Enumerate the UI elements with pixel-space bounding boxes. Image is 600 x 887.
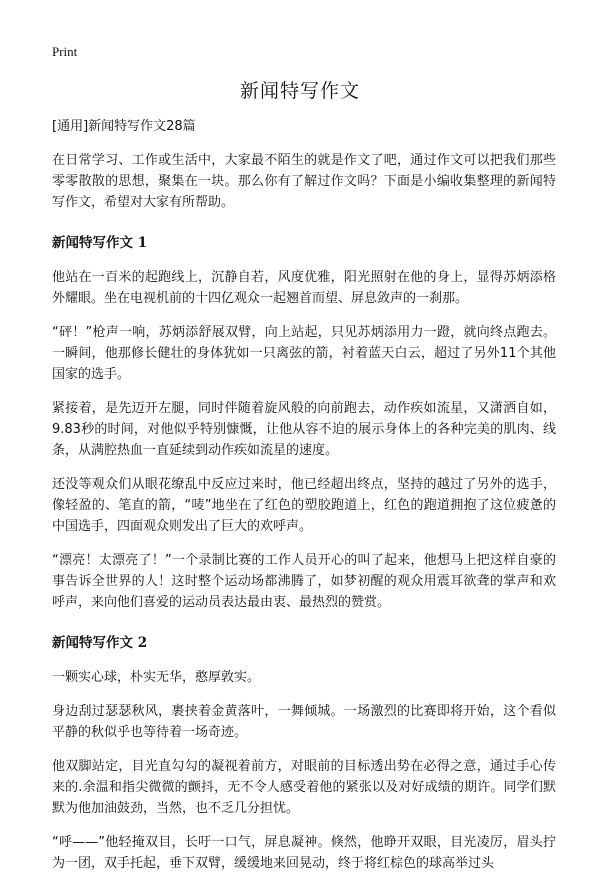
intro-paragraph: 在日常学习、工作或生活中，大家最不陌生的就是作文了吧，通过作文可以把我们那些零零散散的思想，聚集在一块。那么你有了解过作文吗？下面是小编收集整理的新闻特写作文，希望对大家有所帮助。 [52,153,556,210]
paragraph: “漂亮！太漂亮了！”一个录制比赛的工作人员开心的叫了起来，他想马上把这样自豪的事告诉全世界的人！这时整个运动场都沸腾了，如梦初醒的观众用震耳欲聋的掌声和欢呼声，来向他们喜爱的运动员表达最由衷、最热烈的赞赏。 [52,553,556,610]
paragraph: 还没等观众们从眼花缭乱中反应过来时，他已经超出终点，坚持的越过了另外的选手，像轻盈的、笔直的箭，“唛”地坐在了红色的塑胶跑道上，红色的跑道拥抱了这位疲惫的中国选手，四面观众则发出了巨大的欢呼声。 [52,477,556,534]
paragraph: 他站在一百米的起跑线上，沉静自若，风度优雅，阳光照射在他的身上，显得苏炳添格外耀眼。坐在电视机前的十四亿观众一起翘首而望、屏息敛声的一刹那。 [52,270,556,306]
section-heading: 新闻特写作文 1 [52,235,148,251]
paragraph: 他双脚站定，目光直勾勾的凝视着前方，对眼前的目标透出势在必得之意，通过手心传来的.余温和指尖微微的颤抖，无不令人感受着他的紧张以及对好成绩的期许。同学们默默为他加油鼓劲，当然，也不乏几分担忧。 [52,759,556,816]
article-subtitle: [通用]新闻特写作文28篇 [52,119,196,134]
page-title: 新闻特写作文 [239,80,360,102]
paragraph: 紧接着，是先迈开左腿，同时伴随着旋风般的向前跑去，动作疾如流星，又潇洒自如，9.83秒的时间，对他似乎特别慷慨，让他从容不迫的展示身体上的各种完美的肌肉、线条，从满腔热血一直延续到动作疾如流星的速度。 [52,401,556,458]
print-link[interactable]: Print [52,44,78,59]
section-heading: 新闻特写作文 2 [52,635,148,651]
paragraph: 一颗实心球，朴实无华，憨厚敦实。 [52,670,261,685]
paragraph: 身边刮过瑟瑟秋风，裹挟着金黄落叶，一舞倾城。一场激烈的比赛即将开始，这个看似平静的秋似乎也等待着一场奇迹。 [52,704,556,740]
paragraph: “砰！”枪声一响，苏炳添舒展双臂，向上站起，只见苏炳添用力一蹬，就向终点跑去。一瞬间，他那修长健壮的身体犹如一只离弦的箭，衬着蓝天白云，超过了另外11个其他国家的选手。 [52,325,556,382]
article-body [52,118,556,887]
paragraph: “呼——”他轻掩双目，长吁一口气，屏息凝神。倏然，他睁开双眼，目光凌厉，眉头拧为一团，双手托起，垂下双臂，缓缓地来回晃动，终于将红棕色的球高举过头 [52,835,556,871]
